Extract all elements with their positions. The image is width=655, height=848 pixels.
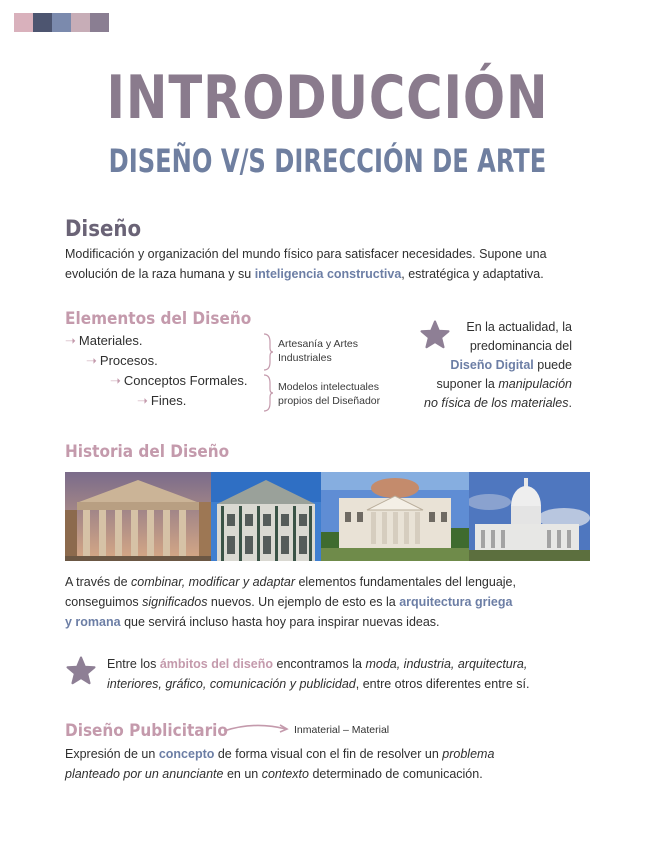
text-span: puede bbox=[533, 358, 572, 372]
section-heading-diseno: Diseño bbox=[65, 217, 142, 242]
note-line: Artesanía y Artes bbox=[278, 338, 358, 350]
swatch-1 bbox=[14, 13, 33, 32]
italic-text: interiores, gráfico, comunicación y publicidad bbox=[107, 677, 356, 691]
italic-text: moda, industria, arquitectura, bbox=[365, 657, 528, 671]
star-icon bbox=[64, 654, 98, 688]
list-label: Conceptos Formales. bbox=[123, 373, 248, 388]
brace-icon bbox=[262, 373, 274, 413]
note-line: Modelos intelectuales bbox=[278, 381, 379, 393]
curved-arrow-icon bbox=[222, 720, 292, 736]
text-span: , estratégica y adaptativa. bbox=[401, 267, 544, 281]
inmaterial-material-tag: Inmaterial – Material bbox=[294, 724, 390, 736]
italic-text: combinar, modificar y adaptar bbox=[131, 575, 295, 589]
italic-text: contexto bbox=[261, 767, 309, 781]
ambitos-line-1 bbox=[107, 654, 597, 674]
diseno-paragraph bbox=[65, 244, 595, 284]
italic-text: manipulación bbox=[498, 377, 572, 391]
publicitario-line-1 bbox=[65, 744, 595, 764]
list-item-materiales bbox=[65, 333, 142, 349]
text-span: suponer la bbox=[436, 377, 499, 391]
italic-text: no física de los materiales bbox=[424, 396, 569, 410]
text-span: Entre los bbox=[107, 657, 160, 671]
arrow-right-icon: ➝ bbox=[65, 333, 76, 348]
note-modelos bbox=[278, 380, 380, 408]
text-span: nuevos. Un ejemplo de esto es la bbox=[207, 595, 400, 609]
capitol-photo bbox=[469, 472, 590, 561]
text-span: encontramos la bbox=[273, 657, 366, 671]
note-line bbox=[420, 394, 572, 413]
text-span: elementos fundamentales del lenguaje, bbox=[294, 575, 516, 589]
list-item-fines bbox=[137, 393, 186, 409]
text-span: evolución de la raza humana y su bbox=[65, 267, 255, 281]
italic-text: planteado por un anunciante bbox=[65, 767, 224, 781]
highlight-text: concepto bbox=[158, 747, 215, 761]
text-span: que servirá incluso hasta hoy para inspirar nuevas ideas. bbox=[120, 615, 440, 629]
section-heading-historia: Historia del Diseño bbox=[65, 442, 230, 462]
note-artesania bbox=[278, 337, 358, 365]
pantheon-photo bbox=[65, 472, 211, 561]
villa-photo bbox=[321, 472, 469, 561]
publicitario-line-2 bbox=[65, 764, 595, 784]
historia-line-3 bbox=[65, 612, 595, 632]
note-line: Industriales bbox=[278, 352, 332, 364]
arrow-right-icon: ➝ bbox=[86, 353, 97, 368]
text-span: conseguimos bbox=[65, 595, 143, 609]
highlight-text: inteligencia constructiva bbox=[254, 267, 402, 281]
text-span: . bbox=[568, 396, 572, 410]
list-label: Materiales. bbox=[78, 333, 143, 348]
diseno-line-2 bbox=[65, 264, 595, 284]
note-line: En la actualidad, la bbox=[466, 320, 572, 334]
arrow-right-icon: ➝ bbox=[110, 373, 121, 388]
note-line bbox=[420, 375, 572, 394]
text-span: A través de bbox=[65, 575, 132, 589]
brace-icon bbox=[262, 332, 274, 372]
swatch-3 bbox=[52, 13, 71, 32]
ambitos-paragraph bbox=[107, 654, 597, 694]
historia-paragraph bbox=[65, 572, 595, 632]
italic-text: problema bbox=[442, 747, 495, 761]
text-span: Expresión de un bbox=[65, 747, 159, 761]
highlight-text: y romana bbox=[65, 615, 121, 629]
note-line bbox=[420, 356, 572, 375]
text-span: de forma visual con el fin de resolver un bbox=[214, 747, 443, 761]
swatch-2 bbox=[33, 13, 52, 32]
diseno-line-1: Modificación y organización del mundo físico para satisfacer necesidades. Supone una bbox=[65, 247, 547, 261]
text-span: determinado de comunicación. bbox=[308, 767, 483, 781]
arrow-right-icon: ➝ bbox=[137, 393, 148, 408]
note-line: predominancia del bbox=[469, 339, 572, 353]
section-heading-publicitario: Diseño Publicitario bbox=[65, 721, 228, 741]
page-subtitle: DISEÑO V/S DIRECCIÓN DE ARTE bbox=[108, 142, 547, 180]
highlight-text: ámbitos del diseño bbox=[159, 657, 274, 671]
text-span: en un bbox=[223, 767, 262, 781]
highlight-text: arquitectura griega bbox=[399, 595, 513, 609]
page-title: INTRODUCCIÓN bbox=[106, 63, 549, 133]
historia-line-1 bbox=[65, 572, 595, 592]
list-label: Fines. bbox=[150, 393, 187, 408]
list-label: Procesos. bbox=[99, 353, 158, 368]
baptistery-photo bbox=[211, 472, 321, 561]
architecture-photo-strip bbox=[65, 472, 590, 561]
publicitario-paragraph bbox=[65, 744, 595, 784]
color-palette bbox=[14, 13, 109, 32]
list-item-conceptos bbox=[110, 373, 247, 389]
ambitos-line-2 bbox=[107, 674, 597, 694]
digital-note bbox=[420, 318, 572, 413]
note-line: propios del Diseñador bbox=[278, 395, 381, 407]
swatch-5 bbox=[90, 13, 109, 32]
italic-text: significados bbox=[142, 595, 208, 609]
highlight-text: Diseño Digital bbox=[450, 358, 534, 372]
text-span: , entre otros diferentes entre sí. bbox=[355, 677, 530, 691]
section-heading-elementos: Elementos del Diseño bbox=[65, 309, 252, 329]
historia-line-2 bbox=[65, 592, 595, 612]
list-item-procesos bbox=[86, 353, 158, 369]
swatch-4 bbox=[71, 13, 90, 32]
